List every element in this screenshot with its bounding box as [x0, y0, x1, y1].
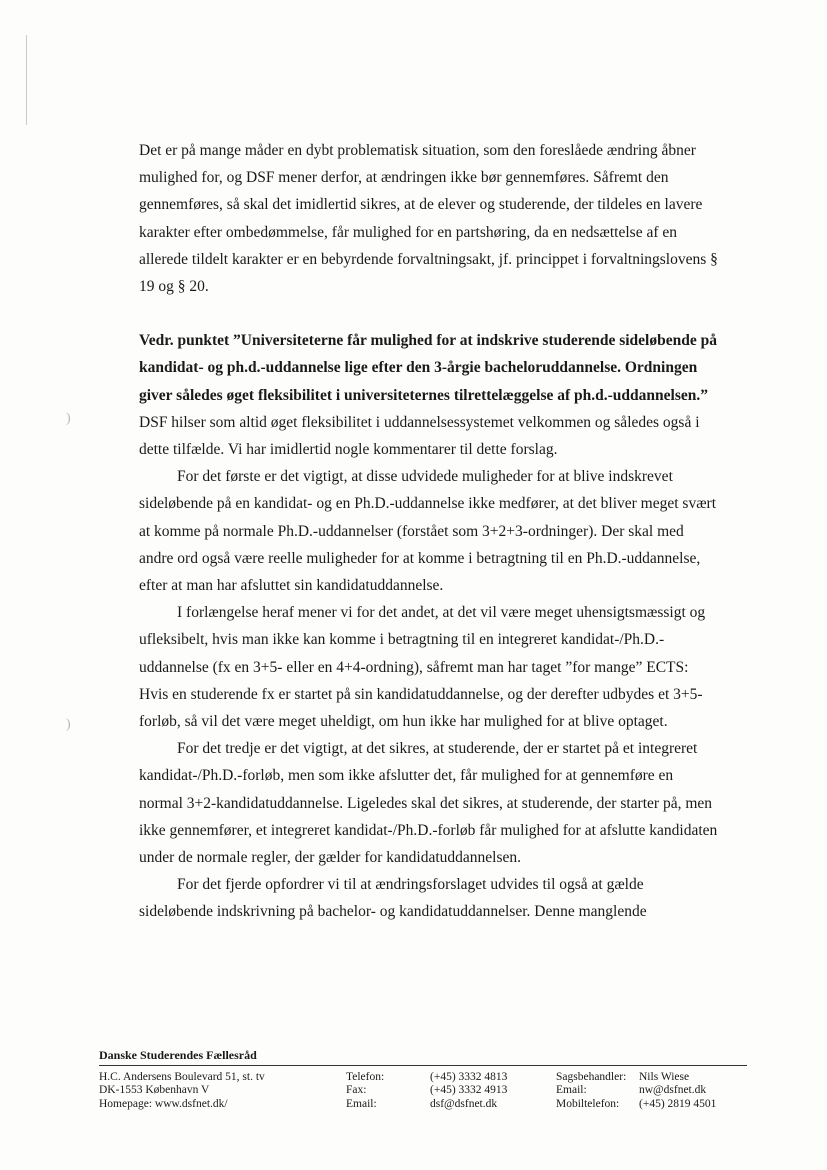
mobile-label: Mobiltelefon:: [556, 1097, 620, 1110]
paragraph: For det fjerde opfordrer vi til at ændringsforslaget udvides til også at gælde sideløbende indskrivning på bachelor- og kandidatuddannelser. Denne manglende: [139, 876, 647, 921]
phone-number: (+45) 3332 4813: [430, 1070, 508, 1083]
organization-name: Danske Studerendes Fællesråd: [99, 1048, 257, 1062]
section-heading: Vedr. punktet ”Universiteterne får mulighed for at indskrive studerende sideløbende på kandidat- og ph.d.-uddannelse lige efter den 3-årgie bacheloruddannelse. Ordningen giver således øget fleksibilitet i universiteternes tilrettelæggelse af ph.d.-uddannelsen.”: [139, 332, 717, 404]
letter-body: [139, 137, 719, 926]
email-label: Email:: [346, 1097, 377, 1110]
caseworker-name: Nils Wiese: [639, 1070, 690, 1083]
letterhead-footer: [99, 1049, 747, 1111]
footer-divider: [99, 1065, 747, 1066]
phone-label: Telefon:: [346, 1070, 385, 1083]
paragraph: For det første er det vigtigt, at disse udvidede muligheder for at blive indskrevet sideløbende på en kandidat- og en Ph.D.-uddannelse ikke medfører, at det bliver meget svært at komme på normale Ph.D.-uddannelser (forstået som 3+2+3-ordninger). Der skal med andre ord også være reelle muligheder for at komme i betragtning til en Ph.D.-uddannelse, efter at man har afsluttet sin kandidatuddannelse.: [139, 468, 717, 595]
mobile-number: (+45) 2819 4501: [639, 1097, 717, 1110]
punch-hole-mark: ): [66, 411, 71, 426]
paragraph: Det er på mange måder en dybt problematisk situation, som den foreslåede ændring åbner mulighed for, og DSF mener derfor, at ændringen ikke bør gennemføres. Såfremt den gennemføres, så skal det imidlertid sikres, at de elever og studerende, der tildeles en lavere karakter efter ombedømmelse, får mulighed for en partshøring, da en nedsættelse af en allerede tildelt karakter er en bebyrdende forvaltningsakt, jf. princippet i forvaltningslovens § 19 og § 20.: [139, 142, 718, 296]
caseworker-email: nw@dsfnet.dk: [639, 1084, 707, 1096]
caseworker-email-label: Email:: [556, 1084, 587, 1096]
fax-number: (+45) 3332 4913: [430, 1084, 508, 1096]
caseworker-label: Sagsbehandler:: [556, 1070, 627, 1083]
email-address: dsf@dsfnet.dk: [430, 1097, 498, 1110]
homepage-link: Homepage: www.dsfnet.dk/: [99, 1097, 228, 1110]
paragraph: For det tredje er det vigtigt, at det sikres, at studerende, der er startet på et integreret kandidat-/Ph.D.-forløb, men som ikke afslutter det, får mulighed for at gennemføre en normal 3+2-kandidatuddannelse. Ligeledes skal det sikres, at studerende, der starter på, men ikke gennemfører, et integreret kandidat-/Ph.D.-forløb får mulighed for at afslutte kandidaten under de normale regler, der gælder for kandidatuddannelsen.: [139, 740, 718, 867]
paragraph: DSF hilser som altid øget fleksibilitet i uddannelsessystemet velkommen og således også i dette tilfælde. Vi har imidlertid nogle kommentarer til dette forslag.: [139, 413, 700, 459]
punch-hole-mark: ): [66, 717, 71, 732]
fax-label: Fax:: [346, 1084, 367, 1096]
paragraph: I forlængelse heraf mener vi for det andet, at det vil være meget uhensigtsmæssigt og ufleksibelt, hvis man ikke kan komme i betragtning til en integreret kandidat-/Ph.D.-uddannelse (fx en 3+5- eller en 4+4-ordning), såfremt man har taget ”for mange” ECTS: Hvis en studerende fx er startet på sin kandidatuddannelse, og der derefter udbydes et 3+5-forløb, så vil det være meget uheldigt, om hun ikke har mulighed for at blive optaget.: [139, 604, 706, 731]
address-line: DK-1553 København V: [99, 1084, 210, 1096]
scan-edge-mark: [26, 35, 27, 125]
address-line: H.C. Andersens Boulevard 51, st. tv: [99, 1070, 265, 1083]
